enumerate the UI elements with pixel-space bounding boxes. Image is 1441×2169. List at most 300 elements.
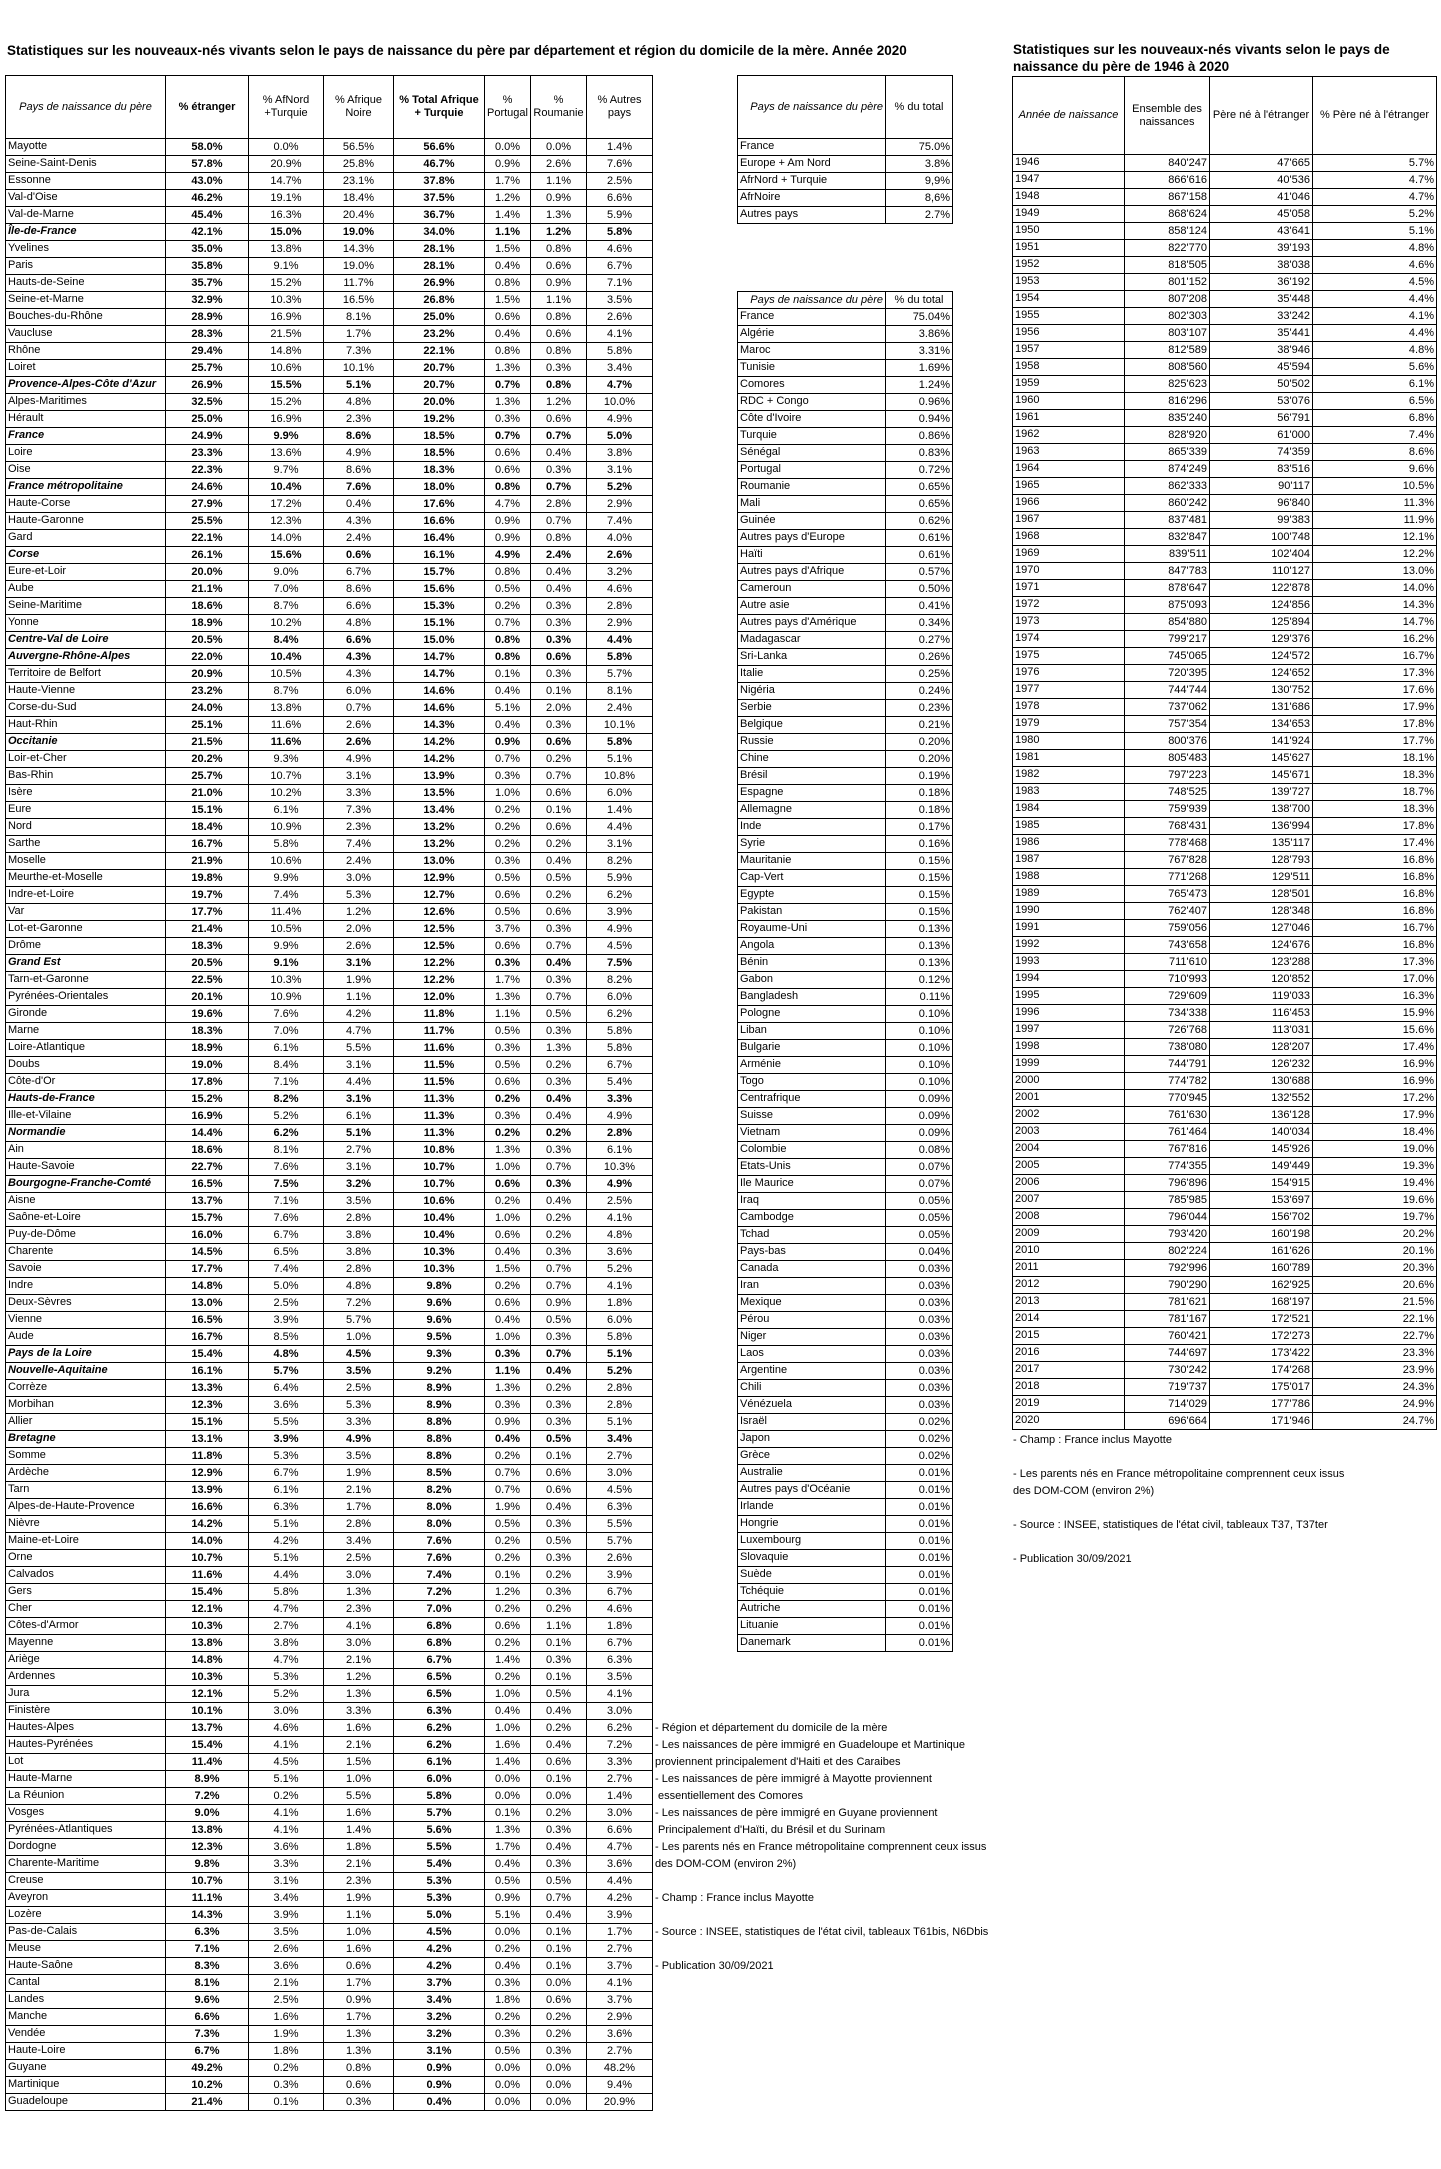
cell-pct-afnord-turquie: 7.6% [249,1210,324,1227]
year-row [1013,1158,1437,1175]
cell-pct-afrique-noire: 4.2% [324,1006,394,1023]
row-label: Vénézuela [738,1397,886,1414]
department-row [6,887,653,904]
cell-pct-autres-pays: 10.1% [587,717,653,734]
cell-pct-roumanie: 1.2% [531,224,587,241]
cell-year: 2005 [1013,1158,1125,1175]
department-row [6,1686,653,1703]
cell-pct-roumanie: 0.0% [531,2077,587,2094]
cell-pct-afrique-noire: 7.6% [324,479,394,496]
cell-pct-etranger: 10.7% [166,1550,249,1567]
year-row [1013,240,1437,257]
cell-pct-portugal: 1.3% [485,989,531,1006]
row-label: Rhône [6,343,166,360]
cell-pct-autres-pays: 6.3% [587,1499,653,1516]
year-row [1013,971,1437,988]
cell-pct-roumanie: 0.3% [531,972,587,989]
cell-foreign-born-father: 162'925 [1210,1277,1313,1294]
cell-pct-total: 0.01% [886,1618,953,1635]
cell-pct-roumanie: 0.4% [531,445,587,462]
cell-pct-afrique-noire: 0.9% [324,1992,394,2009]
cell-pct-roumanie: 2.8% [531,496,587,513]
cell-pct-afnord-turquie: 10.4% [249,649,324,666]
cell-pct-total-afrique-turquie: 9.8% [394,1278,485,1295]
header-pct-afnord-turquie: % AfNord +Turquie [249,76,324,139]
cell-pct-roumanie: 0.8% [531,309,587,326]
cell-pct-total-afrique-turquie: 12.9% [394,870,485,887]
cell-pct-roumanie: 0.3% [531,598,587,615]
cell-pct-autres-pays: 6.3% [587,1652,653,1669]
cell-pct-afrique-noire: 1.4% [324,1822,394,1839]
cell-pct-foreign-born-father: 10.5% [1313,478,1437,495]
cell-pct-autres-pays: 3.9% [587,904,653,921]
cell-pct-autres-pays: 2.5% [587,173,653,190]
cell-pct-etranger: 9.6% [166,1992,249,2009]
department-row [6,564,653,581]
cell-total-births: 860'242 [1125,495,1210,512]
row-label: Guinée [738,513,886,530]
row-label: Alpes-Maritimes [6,394,166,411]
cell-pct-portugal: 0.2% [485,1635,531,1652]
cell-year: 1980 [1013,733,1125,750]
cell-pct-autres-pays: 6.2% [587,1006,653,1023]
cell-pct-total-afrique-turquie: 14.6% [394,700,485,717]
cell-pct-afnord-turquie: 10.5% [249,921,324,938]
cell-pct-afnord-turquie: 14.8% [249,343,324,360]
cell-pct-etranger: 14.0% [166,1533,249,1550]
cell-pct-etranger: 7.2% [166,1788,249,1805]
cell-pct-afnord-turquie: 9.1% [249,955,324,972]
cell-pct-portugal: 0.6% [485,1176,531,1193]
year-row [1013,648,1437,665]
cell-pct-etranger: 11.4% [166,1754,249,1771]
cell-pct-total: 0.94% [886,411,953,428]
cell-pct-afnord-turquie: 2.1% [249,1975,324,1992]
department-row [6,1924,653,1941]
cell-pct-roumanie: 2.0% [531,700,587,717]
cell-pct-portugal: 0.4% [485,1244,531,1261]
cell-pct-autres-pays: 7.6% [587,156,653,173]
cell-pct-roumanie: 1.1% [531,173,587,190]
cell-foreign-born-father: 41'046 [1210,189,1313,206]
country-row [738,1193,953,1210]
cell-total-births: 862'333 [1125,478,1210,495]
cell-pct-autres-pays: 1.8% [587,1295,653,1312]
cell-total-births: 802'303 [1125,308,1210,325]
cell-pct-afnord-turquie: 15.0% [249,224,324,241]
country-row [738,1091,953,1108]
cell-year: 2010 [1013,1243,1125,1260]
department-row [6,1584,653,1601]
cell-pct-total-afrique-turquie: 37.8% [394,173,485,190]
country-row [738,1312,953,1329]
cell-pct-total: 0.12% [886,972,953,989]
year-row [1013,546,1437,563]
cell-year: 1996 [1013,1005,1125,1022]
department-row [6,989,653,1006]
cell-year: 2006 [1013,1175,1125,1192]
cell-pct-afnord-turquie: 9.9% [249,428,324,445]
cell-pct-afrique-noire: 0.3% [324,2094,394,2111]
department-row [6,2026,653,2043]
cell-pct-afnord-turquie: 5.5% [249,1414,324,1431]
cell-pct-afrique-noire: 1.1% [324,1907,394,1924]
cell-pct-portugal: 0.2% [485,802,531,819]
cell-pct-total-afrique-turquie: 46.7% [394,156,485,173]
country-row [738,1550,953,1567]
cell-pct-foreign-born-father: 7.4% [1313,427,1437,444]
country-row [738,836,953,853]
row-label: Indre-et-Loire [6,887,166,904]
region-row [6,955,653,972]
region-row [6,1125,653,1142]
note-line: - Source : INSEE, statistiques de l'état civil, tableaux T37, T37ter [1013,1519,1328,1531]
department-row [6,819,653,836]
cell-pct-total-afrique-turquie: 6.2% [394,1737,485,1754]
cell-pct-total: 0.15% [886,853,953,870]
cell-pct-foreign-born-father: 17.3% [1313,665,1437,682]
cell-pct-roumanie: 0.0% [531,139,587,156]
cell-pct-foreign-born-father: 4.1% [1313,308,1437,325]
cell-foreign-born-father: 35'448 [1210,291,1313,308]
cell-pct-total: 0.23% [886,700,953,717]
row-label: Mauritanie [738,853,886,870]
cell-pct-roumanie: 0.2% [531,1567,587,1584]
cell-pct-total-afrique-turquie: 11.8% [394,1006,485,1023]
department-row [6,1482,653,1499]
cell-pct-afrique-noire: 3.8% [324,1244,394,1261]
department-row [6,853,653,870]
cell-pct-afnord-turquie: 3.9% [249,1431,324,1448]
row-label: Arménie [738,1057,886,1074]
row-label: Australie [738,1465,886,1482]
country-row [738,785,953,802]
cell-pct-portugal: 1.3% [485,1142,531,1159]
cell-pct-roumanie: 0.2% [531,2026,587,2043]
cell-pct-etranger: 24.9% [166,428,249,445]
country-row [738,1159,953,1176]
cell-pct-afrique-noire: 1.0% [324,1329,394,1346]
cell-pct-autres-pays: 4.5% [587,938,653,955]
row-label: Seine-Maritime [6,598,166,615]
cell-pct-portugal: 0.3% [485,853,531,870]
cell-pct-portugal: 0.2% [485,1550,531,1567]
row-label: Chine [738,751,886,768]
cell-pct-total: 0.16% [886,836,953,853]
cell-pct-afrique-noire: 0.6% [324,547,394,564]
department-row [6,1210,653,1227]
cell-total-births: 720'395 [1125,665,1210,682]
summary-row [738,156,953,173]
cell-pct-autres-pays: 5.8% [587,343,653,360]
country-row [738,564,953,581]
cell-pct-autres-pays: 4.4% [587,819,653,836]
department-row [6,207,653,224]
cell-pct-roumanie: 0.6% [531,649,587,666]
year-row [1013,1243,1437,1260]
cell-pct-etranger: 24.0% [166,700,249,717]
cell-pct-afnord-turquie: 3.5% [249,1924,324,1941]
cell-pct-total-afrique-turquie: 18.5% [394,445,485,462]
cell-pct-foreign-born-father: 16.8% [1313,852,1437,869]
cell-pct-afnord-turquie: 6.7% [249,1465,324,1482]
cell-foreign-born-father: 99'383 [1210,512,1313,529]
cell-pct-total: 0.61% [886,547,953,564]
cell-pct-afnord-turquie: 7.1% [249,1193,324,1210]
cell-foreign-born-father: 129'511 [1210,869,1313,886]
cell-foreign-born-father: 56'791 [1210,410,1313,427]
cell-pct-total-afrique-turquie: 56.6% [394,139,485,156]
cell-pct-total-afrique-turquie: 5.6% [394,1822,485,1839]
cell-pct-total: 0.10% [886,1040,953,1057]
row-label: Oise [6,462,166,479]
cell-pct-total-afrique-turquie: 25.0% [394,309,485,326]
cell-pct-afnord-turquie: 3.6% [249,1397,324,1414]
country-row [738,819,953,836]
cell-pct-portugal: 0.7% [485,1482,531,1499]
cell-pct-total-afrique-turquie: 4.2% [394,1958,485,1975]
year-row [1013,325,1437,342]
cell-foreign-born-father: 129'376 [1210,631,1313,648]
cell-pct-afrique-noire: 7.3% [324,343,394,360]
cell-pct-total: 0.03% [886,1295,953,1312]
cell-pct-foreign-born-father: 20.2% [1313,1226,1437,1243]
cell-pct-afrique-noire: 14.3% [324,241,394,258]
row-label: Vosges [6,1805,166,1822]
cell-pct-portugal: 1.4% [485,207,531,224]
cell-pct-portugal: 0.0% [485,1771,531,1788]
cell-pct-foreign-born-father: 19.7% [1313,1209,1437,1226]
row-label: Niger [738,1329,886,1346]
note-line: des DOM-COM (environ 2%) [1013,1485,1155,1497]
cell-foreign-born-father: 119'033 [1210,988,1313,1005]
cell-pct-etranger: 9.0% [166,1805,249,1822]
cell-pct-afrique-noire: 5.5% [324,1788,394,1805]
cell-pct-autres-pays: 5.7% [587,1533,653,1550]
cell-pct-afrique-noire: 1.0% [324,1771,394,1788]
row-label: Autres pays d'Amérique [738,615,886,632]
row-label: Saône-et-Loire [6,1210,166,1227]
cell-pct-etranger: 16.7% [166,836,249,853]
row-label: Angola [738,938,886,955]
row-label: AfrNoire [738,190,886,207]
region-row [6,1346,653,1363]
cell-pct-afnord-turquie: 10.5% [249,666,324,683]
row-label: Lituanie [738,1618,886,1635]
cell-pct-foreign-born-father: 16.8% [1313,869,1437,886]
cell-pct-portugal: 0.3% [485,1397,531,1414]
department-row [6,751,653,768]
country-row [738,1465,953,1482]
cell-foreign-born-father: 116'453 [1210,1005,1313,1022]
year-row [1013,886,1437,903]
cell-pct-foreign-born-father: 17.2% [1313,1090,1437,1107]
country-row [738,1346,953,1363]
cell-year: 2001 [1013,1090,1125,1107]
row-label: Iran [738,1278,886,1295]
department-row [6,1006,653,1023]
row-label: Hérault [6,411,166,428]
cell-pct-roumanie: 0.3% [531,1822,587,1839]
cell-pct-portugal: 0.8% [485,564,531,581]
cell-pct-foreign-born-father: 18.3% [1313,801,1437,818]
cell-total-births: 719'737 [1125,1379,1210,1396]
cell-pct-total-afrique-turquie: 14.6% [394,683,485,700]
cell-pct-total-afrique-turquie: 12.7% [394,887,485,904]
row-label: Autres pays d'Océanie [738,1482,886,1499]
department-row [6,445,653,462]
cell-pct-portugal: 0.5% [485,1873,531,1890]
cell-pct-afrique-noire: 5.1% [324,377,394,394]
cell-pct-total-afrique-turquie: 8.8% [394,1431,485,1448]
cell-pct-afnord-turquie: 1.9% [249,2026,324,2043]
department-row [6,1601,653,1618]
cell-pct-roumanie: 0.4% [531,564,587,581]
cell-pct-afrique-noire: 0.8% [324,2060,394,2077]
cell-pct-roumanie: 0.2% [531,836,587,853]
cell-pct-roumanie: 0.7% [531,1890,587,1907]
cell-pct-total-afrique-turquie: 8.8% [394,1414,485,1431]
year-row [1013,937,1437,954]
department-row [6,1669,653,1686]
cell-pct-portugal: 1.3% [485,1822,531,1839]
country-row [738,1210,953,1227]
cell-pct-total: 0.01% [886,1465,953,1482]
cell-total-births: 822'770 [1125,240,1210,257]
cell-pct-total: 0.65% [886,496,953,513]
cell-pct-autres-pays: 2.8% [587,598,653,615]
note-line [655,1907,988,1924]
cell-pct-etranger: 19.8% [166,870,249,887]
header-pct-portugal: % Portugal [485,76,531,139]
row-label: Tarn-et-Garonne [6,972,166,989]
cell-pct-afrique-noire: 4.3% [324,649,394,666]
cell-pct-portugal: 1.1% [485,1006,531,1023]
year-row [1013,1056,1437,1073]
cell-pct-afnord-turquie: 20.9% [249,156,324,173]
department-row [6,1737,653,1754]
year-row [1013,614,1437,631]
row-label: Hautes-Pyrénées [6,1737,166,1754]
cell-pct-portugal: 0.2% [485,1533,531,1550]
cell-pct-afrique-noire: 3.5% [324,1193,394,1210]
cell-pct-etranger: 8.9% [166,1771,249,1788]
cell-pct-portugal: 0.5% [485,1516,531,1533]
cell-pct-autres-pays: 2.8% [587,1125,653,1142]
cell-pct-total: 0.26% [886,649,953,666]
row-label: Vietnam [738,1125,886,1142]
cell-pct-afnord-turquie: 3.6% [249,1839,324,1856]
cell-pct-total: 3.31% [886,343,953,360]
cell-total-births: 878'647 [1125,580,1210,597]
cell-total-births: 757'354 [1125,716,1210,733]
year-row [1013,1277,1437,1294]
country-row [738,1057,953,1074]
year-row [1013,1005,1437,1022]
header-pct-etranger: % étranger [166,76,249,139]
header-country: Pays de naissance du père [738,292,886,309]
cell-pct-total-afrique-turquie: 0.4% [394,2094,485,2111]
header-pct-total: % du total [886,292,953,309]
cell-pct-autres-pays: 3.6% [587,1244,653,1261]
cell-total-births: 759'939 [1125,801,1210,818]
cell-foreign-born-father: 140'034 [1210,1124,1313,1141]
cell-year: 1993 [1013,954,1125,971]
year-row [1013,784,1437,801]
cell-pct-afrique-noire: 0.7% [324,700,394,717]
cell-pct-total: 0.01% [886,1516,953,1533]
cell-pct-total: 0.10% [886,1074,953,1091]
cell-pct-afnord-turquie: 0.2% [249,2060,324,2077]
cell-pct-roumanie: 0.8% [531,241,587,258]
cell-total-births: 839'511 [1125,546,1210,563]
cell-year: 2013 [1013,1294,1125,1311]
region-row [6,1091,653,1108]
cell-total-births: 696'664 [1125,1413,1210,1430]
cell-pct-total: 0.20% [886,734,953,751]
region-row [6,479,653,496]
cell-pct-foreign-born-father: 16.3% [1313,988,1437,1005]
cell-pct-roumanie: 0.2% [531,1380,587,1397]
cell-pct-roumanie: 0.7% [531,989,587,1006]
cell-pct-afnord-turquie: 15.5% [249,377,324,394]
cell-pct-afrique-noire: 2.3% [324,411,394,428]
row-label: Val-de-Marne [6,207,166,224]
cell-pct-afnord-turquie: 5.3% [249,1448,324,1465]
cell-pct-total: 3.86% [886,326,953,343]
country-row [738,1380,953,1397]
cell-pct-autres-pays: 4.7% [587,377,653,394]
cell-pct-autres-pays: 5.1% [587,1414,653,1431]
cell-pct-afrique-noire: 4.8% [324,394,394,411]
cell-pct-afnord-turquie: 3.9% [249,1907,324,1924]
cell-pct-total-afrique-turquie: 9.5% [394,1329,485,1346]
cell-year: 1954 [1013,291,1125,308]
row-label: Haute-Savoie [6,1159,166,1176]
department-row [6,1397,653,1414]
cell-pct-etranger: 26.1% [166,547,249,564]
cell-pct-total-afrique-turquie: 20.0% [394,394,485,411]
department-row [6,1040,653,1057]
cell-total-births: 792'996 [1125,1260,1210,1277]
cell-pct-afrique-noire: 5.5% [324,1040,394,1057]
row-label: Nièvre [6,1516,166,1533]
cell-pct-total-afrique-turquie: 11.3% [394,1091,485,1108]
cell-pct-afrique-noire: 1.8% [324,1839,394,1856]
cell-year: 2007 [1013,1192,1125,1209]
cell-pct-total-afrique-turquie: 6.8% [394,1618,485,1635]
cell-year: 1967 [1013,512,1125,529]
cell-pct-afrique-noire: 3.1% [324,1091,394,1108]
department-row [6,1856,653,1873]
row-label: Vendée [6,2026,166,2043]
cell-pct-portugal: 0.3% [485,411,531,428]
cell-pct-etranger: 17.7% [166,904,249,921]
cell-pct-foreign-born-father: 18.4% [1313,1124,1437,1141]
country-row [738,717,953,734]
cell-pct-etranger: 12.9% [166,1465,249,1482]
cell-pct-afrique-noire: 2.6% [324,717,394,734]
cell-pct-portugal: 0.4% [485,258,531,275]
cell-pct-total-afrique-turquie: 3.2% [394,2026,485,2043]
year-row [1013,750,1437,767]
cell-year: 1973 [1013,614,1125,631]
year-row [1013,291,1437,308]
cell-pct-etranger: 13.9% [166,1482,249,1499]
cell-pct-roumanie: 0.4% [531,1907,587,1924]
cell-foreign-born-father: 47'665 [1210,155,1313,172]
cell-pct-afnord-turquie: 5.1% [249,1771,324,1788]
